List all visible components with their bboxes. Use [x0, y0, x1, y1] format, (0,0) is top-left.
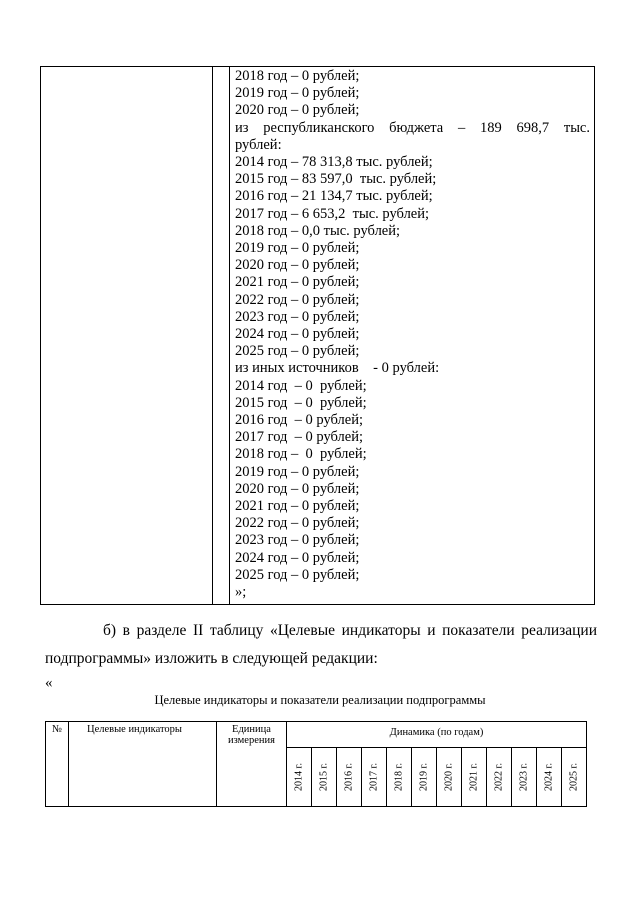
year-header: 2024 г.	[543, 763, 555, 791]
indicators-table-title: Целевые индикаторы и показатели реализации подпрограммы	[154, 693, 486, 707]
year-header-cell	[312, 748, 337, 807]
amendment-paragraph-line-1: б) в разделе II таблицу «Целевые индикаторы и показатели реализации	[103, 622, 597, 639]
year-header: 2021 г.	[468, 763, 480, 791]
year-header-cell	[487, 748, 512, 807]
funding-spacer-cell	[213, 67, 230, 605]
year-header-cell	[437, 748, 462, 807]
funding-line: 2018 год – 0,0 тыс. рублей;	[235, 222, 401, 239]
year-header-cell	[387, 748, 412, 807]
year-header: 2020 г.	[443, 763, 455, 791]
funding-line: 2017 год – 0 рублей;	[235, 429, 364, 446]
funding-line: 2015 год – 83 597,0 тыс. рублей;	[235, 171, 437, 188]
year-header-cell	[337, 748, 362, 807]
year-header-cell	[512, 748, 537, 807]
funding-line: 2022 год – 0 рублей;	[235, 291, 360, 308]
year-header: 2023 г.	[518, 763, 530, 791]
funding-line: 2015 год – 0 рублей;	[235, 394, 367, 411]
funding-line: 2023 год – 0 рублей;	[235, 532, 360, 549]
funding-label-cell	[41, 67, 213, 605]
funding-line: 2025 год – 0 рублей;	[235, 566, 360, 583]
amendment-paragraph-line-2: подпрограммы» изложить в следующей редакции:	[45, 650, 378, 667]
funding-line: »;	[235, 584, 247, 601]
year-header: 2015 г.	[318, 763, 330, 791]
funding-line: 2019 год – 0 рублей;	[235, 240, 360, 257]
funding-line: 2019 год – 0 рублей;	[235, 463, 360, 480]
header-number: №	[46, 722, 69, 807]
funding-line: 2018 год – 0 рублей;	[235, 446, 367, 463]
funding-table	[40, 66, 595, 605]
year-header: 2022 г.	[493, 763, 505, 791]
funding-line: 2024 год – 0 рублей;	[235, 549, 360, 566]
year-header: 2014 г.	[293, 763, 305, 791]
header-unit: Единица измерения	[217, 722, 287, 807]
funding-line: 2016 год – 0 рублей;	[235, 412, 364, 429]
year-header-cell	[412, 748, 437, 807]
funding-line: 2022 год – 0 рублей;	[235, 515, 360, 532]
year-header: 2025 г.	[568, 763, 580, 791]
year-header-cell	[287, 748, 312, 807]
funding-values-cell	[230, 67, 595, 605]
funding-line: 2021 год – 0 рублей;	[235, 498, 360, 515]
year-header: 2018 г.	[393, 763, 405, 791]
funding-line: 2014 год – 78 313,8 тыс. рублей;	[235, 154, 433, 171]
header-indicators: Целевые индикаторы	[69, 722, 217, 807]
funding-line: 2018 год – 0 рублей;	[235, 68, 360, 84]
funding-line: из иных источников - 0 рублей:	[235, 360, 440, 377]
funding-line: 2023 год – 0 рублей;	[235, 308, 360, 325]
funding-line: 2019 год – 0 рублей;	[235, 85, 360, 102]
funding-line: 2020 год – 0 рублей;	[235, 102, 360, 119]
indicators-table	[45, 721, 587, 807]
funding-line: 2017 год – 6 653,2 тыс. рублей;	[235, 205, 430, 222]
funding-line: 2020 год – 0 рублей;	[235, 257, 360, 274]
year-header-cell	[362, 748, 387, 807]
year-header-cell	[537, 748, 562, 807]
funding-line: 2020 год – 0 рублей;	[235, 480, 360, 497]
funding-line: 2016 год – 21 134,7 тыс. рублей;	[235, 188, 433, 205]
year-header-cell	[562, 748, 587, 807]
funding-line: 2021 год – 0 рублей;	[235, 274, 360, 291]
funding-line: рублей:	[235, 136, 282, 153]
opening-quote: «	[45, 675, 53, 691]
funding-line: 2025 год – 0 рублей;	[235, 343, 360, 360]
funding-line: 2014 год – 0 рублей;	[235, 377, 367, 394]
header-dynamics: Динамика (по годам)	[287, 722, 587, 748]
year-header: 2019 г.	[418, 763, 430, 791]
year-header: 2017 г.	[368, 763, 380, 791]
year-header: 2016 г.	[343, 763, 355, 791]
funding-line: 2024 год – 0 рублей;	[235, 326, 360, 343]
funding-line: из республиканского бюджета – 189 698,7 тыс.	[235, 119, 590, 136]
year-header-cell	[462, 748, 487, 807]
